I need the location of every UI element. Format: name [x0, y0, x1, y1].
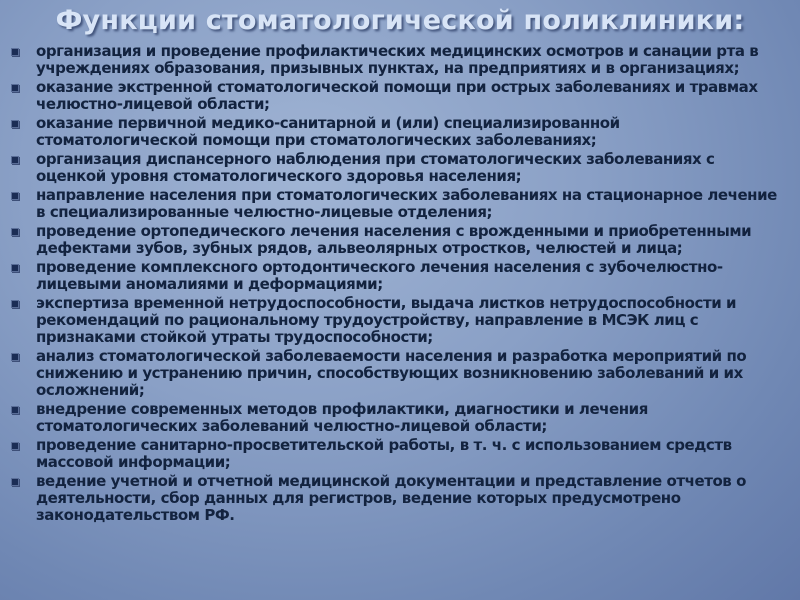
bullet-text: внедрение современных методов профилактики, диагностики и лечения стоматологических заболеваний челюстно-лицевой области; [36, 400, 648, 435]
bullet-item [0, 115, 800, 149]
square-bullet-icon [11, 192, 19, 200]
bullet-item [0, 348, 800, 399]
slide-title: Функции стоматологической поликлиники: [55, 5, 745, 36]
square-bullet-icon [11, 353, 19, 361]
bullet-item [0, 259, 800, 293]
bullet-item [0, 295, 800, 346]
bullet-list [0, 43, 800, 526]
square-bullet-icon [11, 406, 19, 414]
bullet-text: организация и проведение профилактических медицинских осмотров и санации рта в учреждениях образования, призывных пунктах, на предприятиях и в организациях; [36, 42, 759, 77]
square-bullet-icon [11, 478, 19, 486]
bullet-text: проведение комплексного ортодонтического лечения населения с зубочелюстно-лицевыми аномалиями и деформациями; [36, 258, 723, 293]
bullet-text: организация диспансерного наблюдения при стоматологических заболеваниях с оценкой уровня стоматологического здоровья населения; [36, 150, 715, 185]
square-bullet-icon [11, 300, 19, 308]
square-bullet-icon [11, 228, 19, 236]
bullet-text: проведение санитарно-просветительской работы, в т. ч. с использованием средств массовой информации; [36, 436, 732, 471]
square-bullet-icon [11, 264, 19, 272]
square-bullet-icon [11, 442, 19, 450]
bullet-item [0, 43, 800, 77]
square-bullet-icon [11, 48, 19, 56]
bullet-text: экспертиза временной нетрудоспособности, выдача листков нетрудоспособности и рекомендаций по рациональному трудоустройству, направление в МСЭК лиц с признаками стойкой утраты трудоспособности; [36, 294, 737, 346]
bullet-item [0, 437, 800, 471]
bullet-item [0, 223, 800, 257]
square-bullet-icon [11, 156, 19, 164]
bullet-text: направление населения при стоматологических заболеваниях на стационарное лечение в специализированные челюстно-лицевые отделения; [36, 186, 777, 221]
bullet-item [0, 187, 800, 221]
bullet-text: оказание первичной медико-санитарной и (или) специализированной стоматологической помощи при стоматологических заболеваниях; [36, 114, 620, 149]
bullet-text: проведение ортопедического лечения населения с врожденными и приобретенными дефектами зубов, зубных рядов, альвеолярных отростков, челюстей и лица; [36, 222, 752, 257]
square-bullet-icon [11, 120, 19, 128]
bullet-text: анализ стоматологической заболеваемости населения и разработка мероприятий по снижению и устранению причин, способствующих возникновению заболеваний и их осложнений; [36, 347, 747, 399]
bullet-item [0, 151, 800, 185]
bullet-item [0, 401, 800, 435]
bullet-text: оказание экстренной стоматологической помощи при острых заболеваниях и травмах челюстно-лицевой области; [36, 78, 758, 113]
square-bullet-icon [11, 84, 19, 92]
bullet-text: ведение учетной и отчетной медицинской документации и представление отчетов о деятельности, сбор данных для регистров, ведение которых предусмотрено законодательством РФ. [36, 472, 746, 524]
bullet-item [0, 79, 800, 113]
bullet-item [0, 473, 800, 524]
